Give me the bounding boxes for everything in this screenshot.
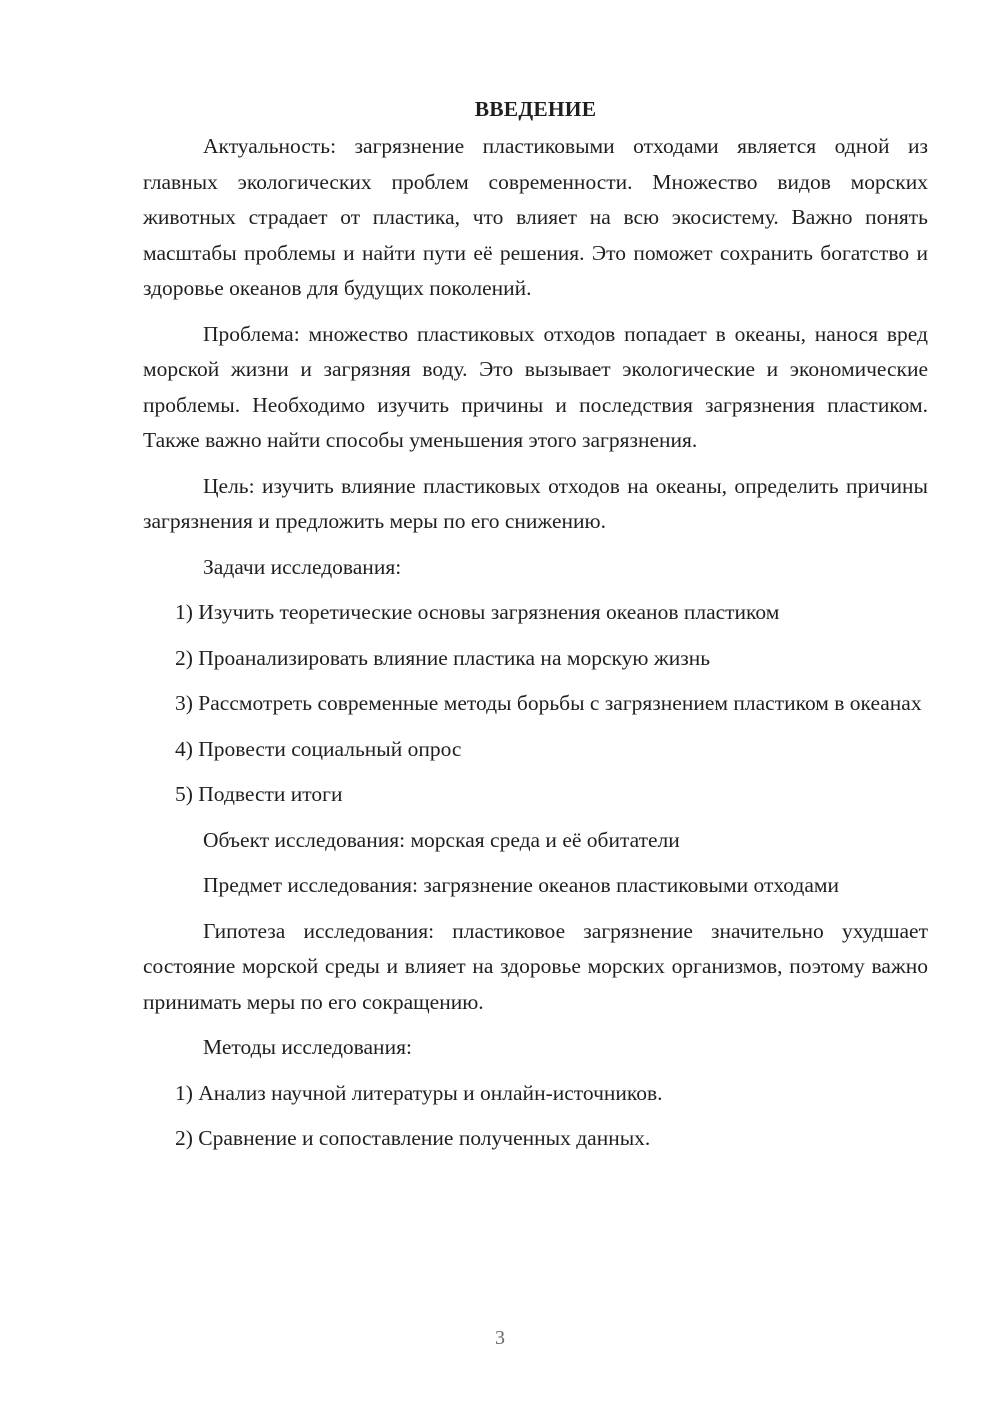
paragraph-subject: Предмет исследования: загрязнение океанов пластиковыми отходами [203,873,840,897]
document-page [143,92,928,1167]
task-item: 5) Подвести итоги [175,782,343,806]
task-item: 1) Изучить теоретические основы загрязнения океанов пластиком [175,600,780,624]
paragraph-hypothesis: Гипотеза исследования: пластиковое загрязнение значительно ухудшает состояние морской среды и влияет на здоровье морских организмов, поэтому важно принимать меры по его сокращению. [143,918,928,1014]
task-item: 2) Проанализировать влияние пластика на морскую жизнь [175,645,711,670]
paragraph-goal: Цель: изучить влияние пластиковых отходов на океаны, определить причины загрязнения и предложить меры по его снижению. [143,473,928,533]
paragraph-tasks-heading: Задачи исследования: [203,554,402,579]
section-title: ВВЕДЕНИЕ [474,97,597,121]
method-item: 2) Сравнение и сопоставление полученных данных. [175,1126,651,1150]
task-item: 3) Рассмотреть современные методы борьбы с загрязнением пластиком в океанах [175,691,922,715]
paragraph-methods-heading: Методы исследования: [203,1035,412,1059]
paragraph-problem: Проблема: множество пластиковых отходов попадает в океаны, нанося вред морской жизни и загрязняя воду. Это вызывает экологические и экономические проблемы. Необходимо изучить причины и последствия загрязнения пластиком. Также важно найти способы уменьшения этого загрязнения. [143,321,928,452]
method-item: 1) Анализ научной литературы и онлайн-источников. [175,1080,663,1105]
page-number: 3 [495,1327,505,1349]
task-item: 4) Провести социальный опрос [175,736,462,761]
paragraph-relevance: Актуальность: загрязнение пластиковыми отходами является одной из главных экологических проблем современности. Множество видов морских животных страдает от пластика, что влияет на всю экосистему. Важно понять масштабы проблемы и найти пути её решения. Это поможет сохранить богатство и здоровье океанов для будущих поколений. [143,134,928,300]
paragraph-object: Объект исследования: морская среда и её обитатели [203,827,680,852]
